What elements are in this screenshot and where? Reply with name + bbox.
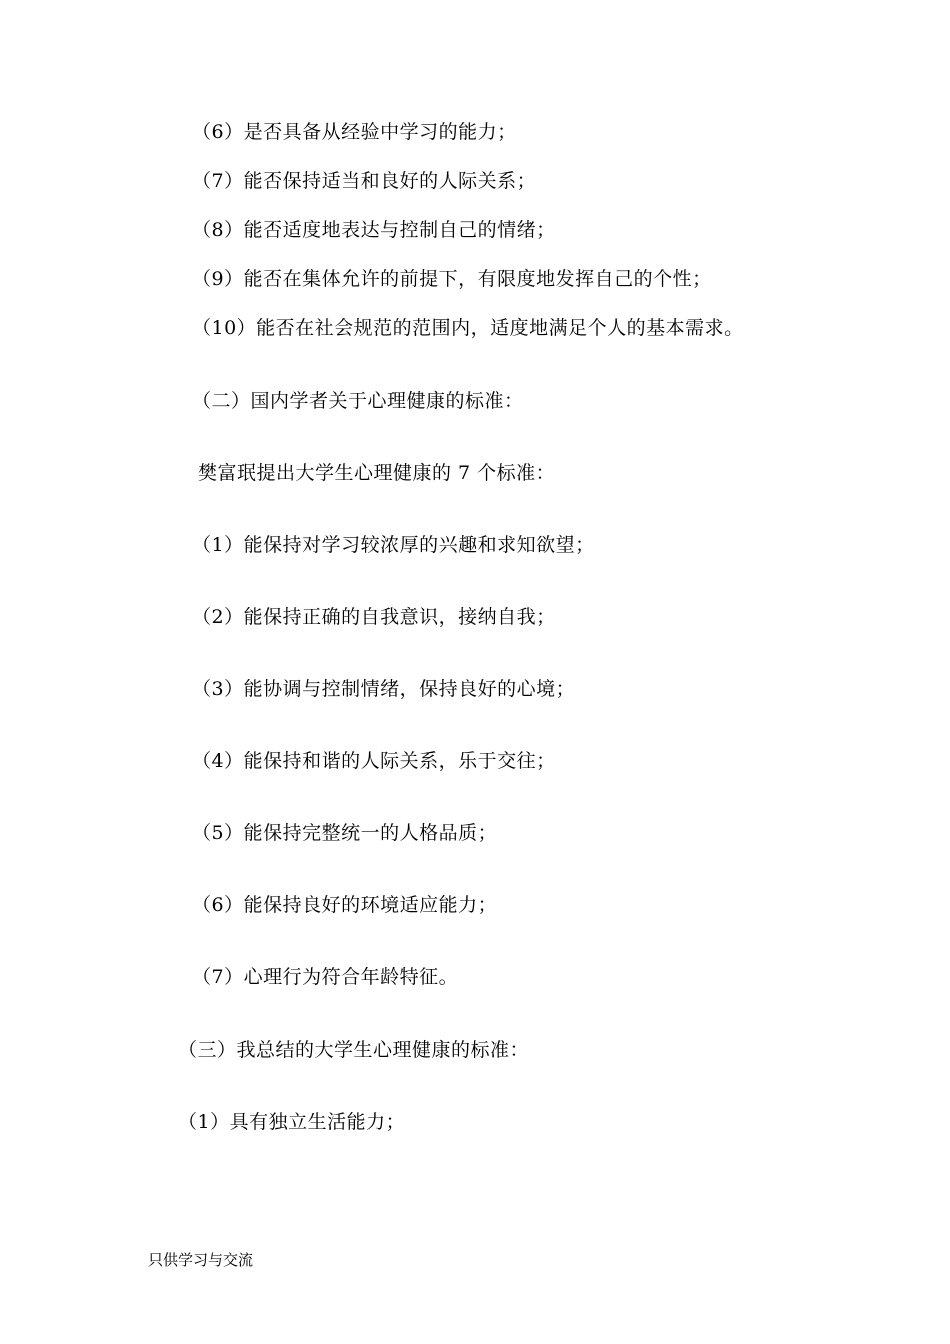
section-heading: （三）我总结的大学生心理健康的标准： <box>178 1039 530 1061</box>
list-item: （1）具有独立生活能力； <box>178 1111 406 1133</box>
section-heading: （二）国内学者关于心理健康的标准： <box>192 390 524 412</box>
list-item: （7）心理行为符合年龄特征。 <box>192 966 459 988</box>
list-item: （8）能否适度地表达与控制自己的情绪； <box>192 219 556 241</box>
list-item: （1）能保持对学习较浓厚的兴趣和求知欲望； <box>192 534 595 556</box>
paragraph: 樊富珉提出大学生心理健康的 7 个标准： <box>198 462 556 484</box>
page-footer: 只供学习与交流 <box>148 1251 254 1269</box>
list-item: （5）能保持完整统一的人格品质； <box>192 822 498 844</box>
list-item: （7）能否保持适当和良好的人际关系； <box>192 170 537 192</box>
list-item: （2）能保持正确的自我意识，接纳自我； <box>192 606 556 628</box>
list-item: （9）能否在集体允许的前提下，有限度地发挥自己的个性； <box>192 268 712 290</box>
list-item: （10）能否在社会规范的范围内，适度地满足个人的基本需求。 <box>192 317 744 339</box>
list-item: （4）能保持和谐的人际关系，乐于交往； <box>192 750 556 772</box>
list-item: （6）能保持良好的环境适应能力； <box>192 894 498 916</box>
list-item: （6）是否具备从经验中学习的能力； <box>192 121 517 143</box>
list-item: （3）能协调与控制情绪，保持良好的心境； <box>192 678 576 700</box>
